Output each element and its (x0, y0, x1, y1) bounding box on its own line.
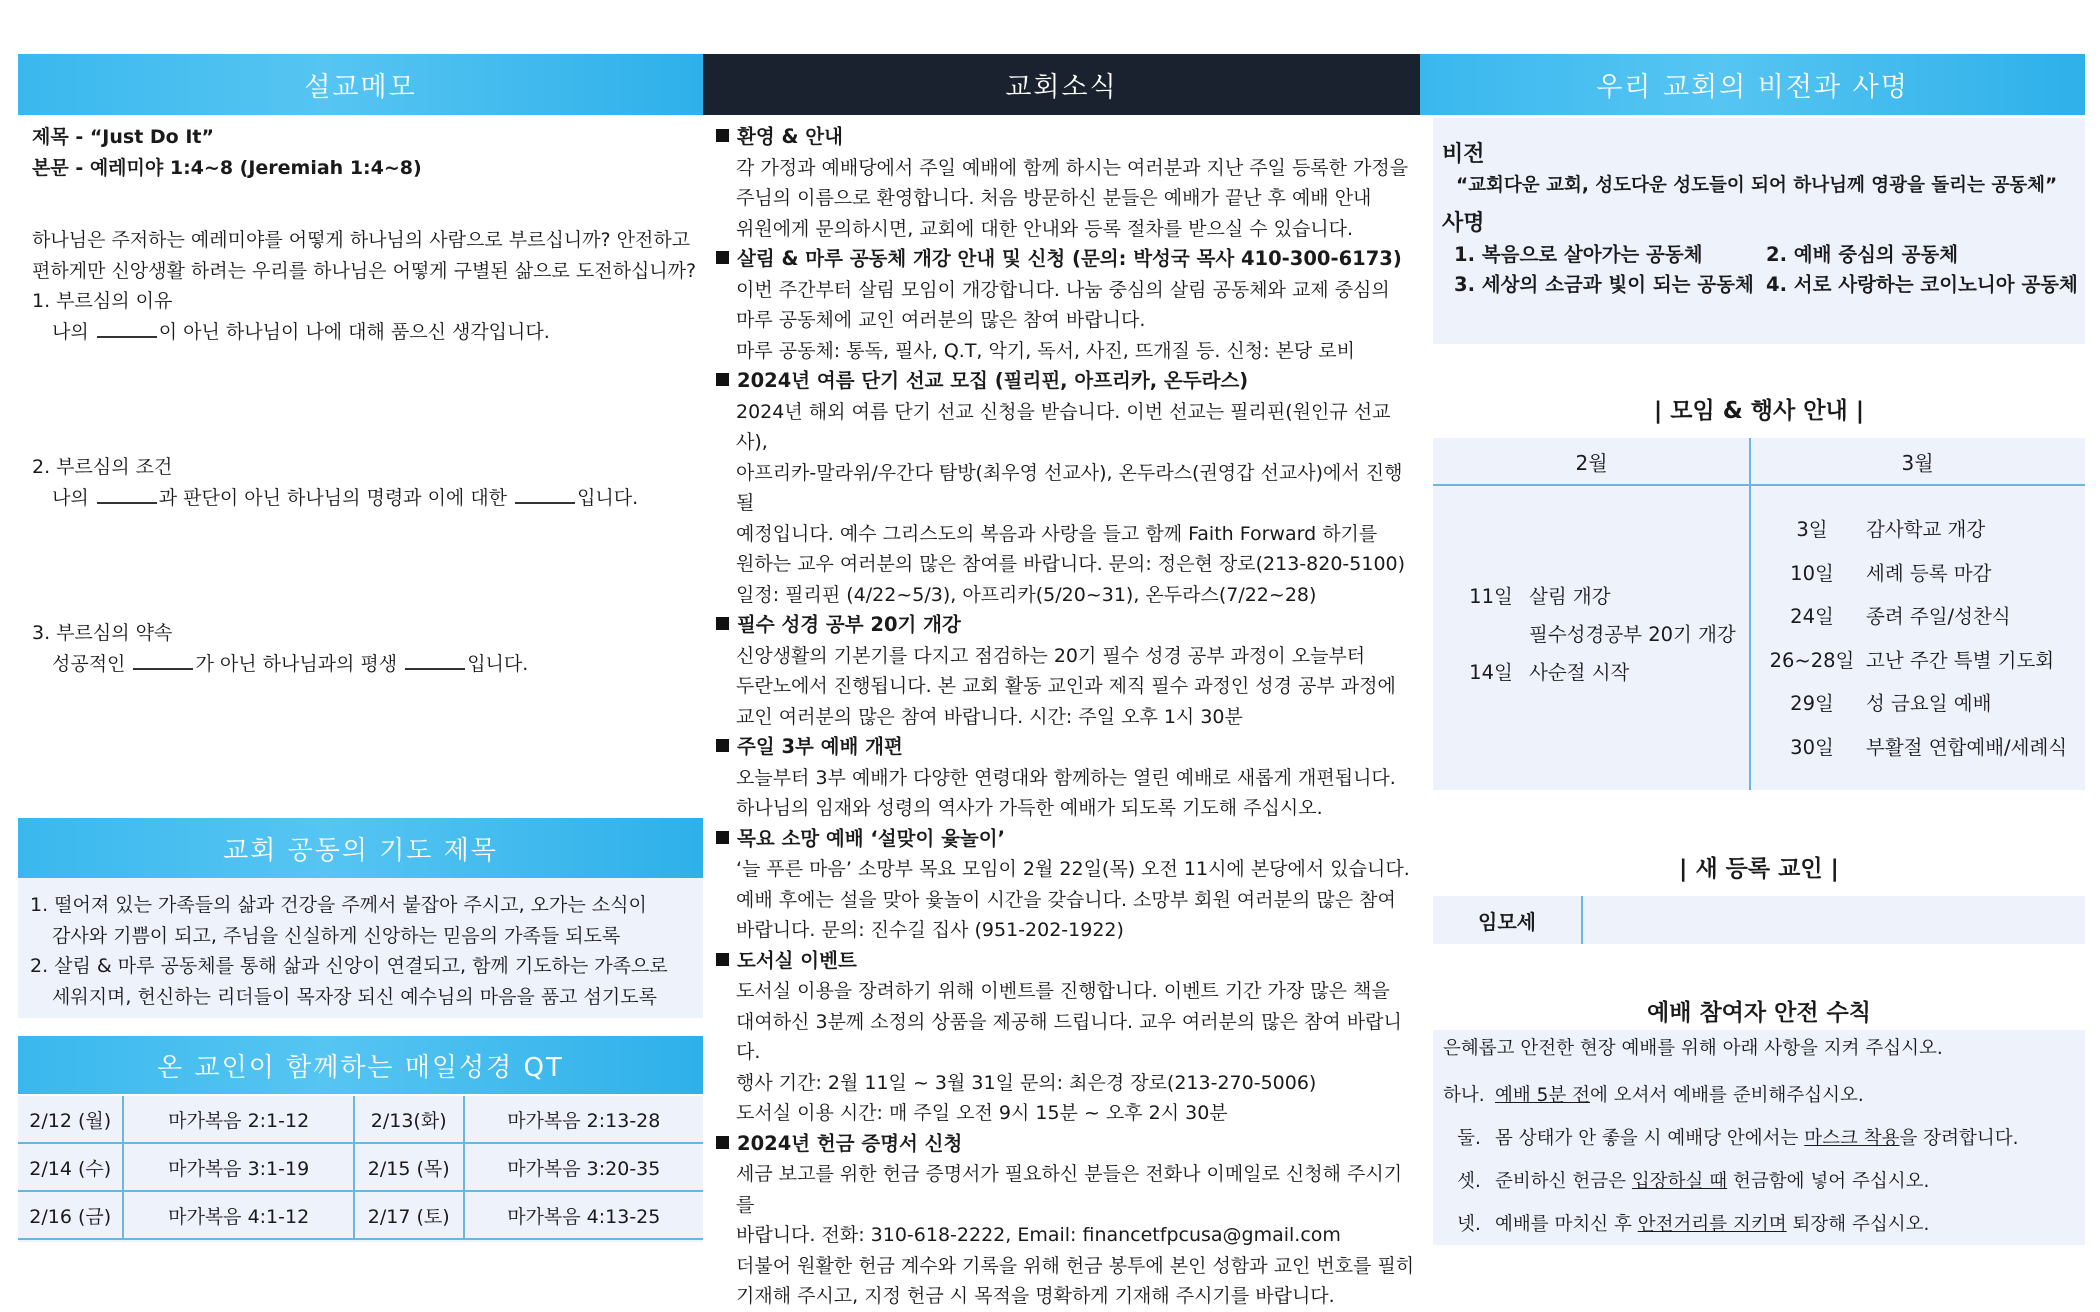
qt-date: 2/15 (목) (354, 1143, 464, 1191)
feb-column-header: 2월 (1433, 438, 1750, 486)
fill-blank[interactable] (515, 484, 575, 504)
qt-date: 2/17 (토) (354, 1191, 464, 1239)
news-line: 이번 주간부터 살림 모임이 개강합니다. 나눔 중심의 살림 공동체와 교제 중심의 (736, 278, 1390, 301)
point-1-prefix: 나의 (52, 320, 89, 343)
event-row (1758, 552, 2083, 596)
safety-rule-3 (1443, 1160, 2083, 1203)
events-divider (1749, 438, 1751, 790)
vision-label: 비전 (1442, 142, 1485, 167)
square-bullet-icon (716, 1136, 729, 1149)
event-row (1758, 639, 2083, 683)
rule-underline: 마스크 착용 (1804, 1128, 1900, 1149)
news-line: 일정: 필리핀 (4/22~5/3), 아프리카(5/20~31), 온두라스(7/22~28) (736, 583, 1317, 606)
news-line: 두란노에서 진행됩니다. 본 교회 활동 교인과 제직 필수 과정인 성경 공부 과정에 (736, 675, 1396, 697)
news-section-body (716, 763, 1416, 824)
news-section-body (716, 1159, 1416, 1312)
news-line: 신앙생활의 기본기를 다지고 점검하는 20기 필수 성경 공부 과정이 오늘부터 (736, 644, 1366, 667)
point-1-line (32, 317, 702, 348)
news-section-body (716, 976, 1416, 1129)
fill-blank[interactable] (97, 484, 157, 504)
news-section-title (716, 610, 1416, 641)
qt-passage: 마가복음 4:13-25 (464, 1191, 703, 1239)
news-section-body (716, 641, 1416, 733)
qt-date: 2/16 (금) (18, 1191, 123, 1239)
news-section-title (716, 122, 1416, 153)
news-line: 바랍니다. 전화: 310-618-2222, Email: financetfpcusa@gmail.com (736, 1224, 1341, 1246)
church-news (716, 122, 1416, 1312)
news-title-text: 주일 3부 예배 개편 (737, 735, 903, 758)
event-row (1453, 654, 1748, 692)
rule-text: 을 장려합니다. (1899, 1128, 2019, 1149)
qt-passage: 마가복음 2:13-28 (464, 1096, 703, 1143)
square-bullet-icon (716, 831, 729, 844)
qt-header-title: 온 교인이 함께하는 매일성경 QT (157, 1052, 564, 1083)
news-title-text: 살림 & 마루 공동체 개강 안내 및 신청 (문의: 박성국 목사 410-300-6173) (737, 247, 1402, 270)
news-line: 대여하신 3분께 소정의 상품을 제공해 드립니다. 교우 여러분의 많은 참여 바랍니다. (736, 1010, 1402, 1063)
event-day: 29일 (1790, 692, 1834, 715)
news-line: 도서실 이용을 장려하기 위해 이벤트를 진행합니다. 이벤트 기간 가장 많은 책을 (736, 980, 1390, 1002)
point-3-suffix: 입니다. (467, 652, 529, 675)
news-line: ‘늘 푸른 마음’ 소망부 목요 모임이 2월 22일(목) 오전 11시에 본당에서 있습니다. (736, 858, 1410, 880)
news-section-body (716, 275, 1416, 367)
news-line: 더불어 원활한 헌금 계수와 기록을 위해 헌금 봉투에 본인 성함과 교인 번호를 필히 (736, 1254, 1415, 1277)
event-text: 부활절 연합예배/세례식 (1866, 735, 2068, 759)
news-line: 하나님의 임재와 성령의 역사가 가득한 예배가 되도록 기도해 주십시오. (736, 797, 1323, 819)
square-bullet-icon (716, 251, 729, 264)
news-title-text: 환영 & 안내 (737, 125, 843, 148)
rule-text: 에 오셔서 예배를 준비해주십시오. (1590, 1085, 1864, 1106)
news-title-text: 2024년 헌금 증명서 신청 (737, 1131, 963, 1155)
rule-text: 헌금함에 넣어 주십시오. (1733, 1171, 1930, 1192)
events-title: | 모임 & 행사 안내 | (1653, 398, 1865, 424)
prayer-header (18, 818, 703, 878)
prayer-item-2b: 세워지며, 헌신하는 리더들이 목자장 되신 예수님의 마음을 품고 섬기도록 (52, 985, 657, 1008)
news-section-body (716, 153, 1416, 245)
qt-passage: 마가복음 3:20-35 (464, 1143, 703, 1191)
event-text: 고난 주간 특별 기도회 (1866, 648, 2055, 672)
point-2-prefix: 나의 (52, 486, 89, 509)
news-line: 원하는 교우 여러분의 많은 참여를 바랍니다. 문의: 정은현 장로(213-820-5100) (736, 553, 1406, 575)
news-title-text: 필수 성경 공부 20기 개강 (737, 613, 961, 636)
sermon-text: 본문 - 예레미야 1:4~8 (Jeremiah 1:4~8) (32, 156, 422, 179)
news-line: 위원에게 문의하시면, 교회에 대한 안내와 등록 절차를 받으실 수 있습니다. (736, 217, 1354, 240)
mar-column-header: 3월 (1750, 438, 2085, 486)
news-section-title (716, 244, 1416, 275)
event-row (1453, 616, 1748, 654)
news-section-body (716, 397, 1416, 611)
news-line: 오늘부터 3부 예배가 다양한 연령대와 함께하는 열린 예배로 새롭게 개편됩니다. (736, 766, 1396, 789)
news-line: 바랍니다. 문의: 진수길 집사 (951-202-1922) (736, 919, 1124, 941)
sermon-intro-1: 하나님은 주저하는 예레미야를 어떻게 하나님의 사람으로 부르십니까? 안전하고 (32, 229, 691, 251)
news-section-title (716, 946, 1416, 977)
news-line: 2024년 해외 여름 단기 선교 신청을 받습니다. 이번 선교는 필리핀(원인규 선교사), (736, 400, 1391, 453)
news-title-text: 도서실 이벤트 (737, 948, 857, 972)
event-row (1758, 726, 2083, 770)
vision-header (1420, 54, 2085, 115)
rule-number: 셋. (1457, 1171, 1481, 1192)
feb-events (1453, 578, 1748, 692)
rule-number: 넷. (1457, 1214, 1481, 1235)
qt-passage: 마가복음 4:1-12 (123, 1191, 353, 1239)
rule-number: 둘. (1457, 1128, 1481, 1149)
vision-header-title: 우리 교회의 비전과 사명 (1596, 72, 1909, 103)
news-title-text: 2024년 여름 단기 선교 모집 (필리핀, 아프리카, 온두라스) (737, 369, 1249, 392)
prayer-header-title: 교회 공동의 기도 제목 (223, 835, 498, 866)
mar-events (1758, 508, 2083, 769)
vision-mission (1442, 140, 2082, 301)
news-line: 세금 보고를 위한 헌금 증명서가 필요하신 분들은 전화나 이메일로 신청해 주시기를 (736, 1163, 1403, 1216)
mission-item: 2. 예배 중심의 공동체 (1766, 242, 1959, 266)
event-text: 종려 주일/성찬식 (1866, 605, 2011, 628)
point-3-prefix: 성공적인 (52, 652, 126, 675)
church-news-header (703, 54, 1420, 115)
news-line: 교인 여러분의 많은 참여 바랍니다. 시간: 주일 오후 1시 30분 (736, 705, 1243, 728)
qt-date: 2/12 (월) (18, 1096, 123, 1143)
safety-rule-2 (1443, 1117, 2083, 1160)
event-text: 필수성경공부 20기 개강 (1529, 623, 1736, 646)
point-1-title: 1. 부르심의 이유 (32, 290, 173, 312)
event-day: 11일 (1469, 585, 1513, 608)
news-line: 예배 후에는 설을 맞아 윷놀이 시간을 갖습니다. 소망부 회원 여러분의 많은 참여 (736, 888, 1396, 911)
square-bullet-icon (716, 129, 729, 142)
event-day: 10일 (1790, 561, 1834, 585)
news-line: 아프리카-말라위/우간다 탐방(최우영 선교사), 온두라스(권영갑 선교사)에서 진행될 (736, 461, 1403, 514)
news-line: 각 가정과 예배당에서 주일 예배에 함께 하시는 여러분과 지난 주일 등록한 가정을 (736, 156, 1409, 179)
events-panel (1433, 438, 2085, 790)
qt-panel (18, 1096, 703, 1242)
square-bullet-icon (716, 373, 729, 386)
prayer-list (30, 890, 700, 1012)
rule-number: 하나. (1443, 1085, 1485, 1106)
news-section-title (716, 732, 1416, 763)
sermon-intro-2: 편하게만 신앙생활 하려는 우리를 하나님은 어떻게 구별된 삶으로 도전하십니까? (32, 259, 697, 282)
event-day: 24일 (1790, 605, 1834, 628)
news-title-text: 목요 소망 예배 ‘설맞이 윷놀이’ (737, 826, 1006, 850)
point-2-title: 2. 부르심의 조건 (32, 456, 173, 478)
event-day: 14일 (1469, 661, 1513, 684)
point-3-middle: 가 아닌 하나님과의 평생 (195, 652, 398, 675)
event-row (1758, 682, 2083, 726)
qt-row (18, 1143, 703, 1191)
fill-blank[interactable] (405, 650, 465, 670)
mission-row-1 (1442, 240, 2082, 271)
safety-rules (1443, 1034, 2083, 1246)
point-1-suffix: 이 아닌 하나님이 나에 대해 품으신 생각입니다. (158, 320, 550, 343)
fill-blank[interactable] (133, 650, 193, 670)
news-section-title (716, 1129, 1416, 1160)
event-day: 30일 (1790, 735, 1834, 759)
rule-text: 준비하신 헌금은 (1495, 1171, 1626, 1192)
qt-passage: 마가복음 3:1-19 (123, 1143, 353, 1191)
event-row (1758, 595, 2083, 639)
fill-blank[interactable] (97, 318, 157, 338)
qt-date: 2/14 (수) (18, 1143, 123, 1191)
member-divider (1581, 896, 1583, 944)
prayer-item-1b: 감사와 기쁨이 되고, 주님을 신실하게 신앙하는 믿음의 가족들 되도록 (52, 924, 621, 947)
safety-intro: 은혜롭고 안전한 현장 예배를 위해 아래 사항을 지켜 주십시오. (1443, 1038, 1943, 1059)
point-2-line (32, 483, 702, 514)
event-row (1453, 578, 1748, 616)
square-bullet-icon (716, 953, 729, 966)
new-members-panel (1433, 896, 2085, 944)
rule-text: 몸 상태가 안 좋을 시 예배당 안에서는 (1495, 1128, 1799, 1149)
event-text: 사순절 시작 (1529, 661, 1630, 684)
sermon-memo-header (18, 54, 703, 115)
event-text: 살림 개강 (1529, 585, 1611, 608)
sermon-memo (32, 122, 702, 679)
event-text: 감사학교 개강 (1866, 518, 1986, 541)
square-bullet-icon (716, 617, 729, 630)
news-section-title (716, 366, 1416, 397)
qt-row (18, 1191, 703, 1239)
new-member-name: 임모세 (1478, 909, 1536, 934)
news-line: 주님의 이름으로 환영합니다. 처음 방문하신 분들은 예배가 끝난 후 예배 안내 (736, 187, 1372, 209)
sermon-title: 제목 - “Just Do It” (32, 126, 214, 148)
mission-item: 3. 세상의 소금과 빛이 되는 공동체 (1454, 273, 1754, 296)
safety-title: 예배 참여자 안전 수칙 (1647, 1000, 1871, 1026)
news-line: 행사 기간: 2월 11일 ~ 3월 31일 문의: 최은경 장로(213-270-5006) (736, 1071, 1317, 1094)
mission-row-2 (1442, 270, 2082, 301)
prayer-item-1a: 1. 떨어져 있는 가족들의 삶과 건강을 주께서 붙잡아 주시고, 오가는 소식이 (30, 894, 647, 916)
mission-item: 4. 서로 사랑하는 코이노니아 공동체 (1766, 273, 2078, 296)
point-3-title: 3. 부르심의 약속 (32, 622, 173, 644)
safety-rule-1 (1443, 1074, 2083, 1117)
news-section-title (716, 824, 1416, 855)
news-line: 도서실 이용 시간: 매 주일 오전 9시 15분 ~ 오후 2시 30분 (736, 1102, 1228, 1124)
rule-underline: 예배 5분 전 (1495, 1085, 1591, 1106)
new-members-title: | 새 등록 교인 | (1679, 856, 1839, 882)
news-line: 마루 공동체에 교인 여러분의 많은 참여 바랍니다. (736, 309, 1146, 331)
safety-rule-4 (1443, 1203, 2083, 1246)
event-text: 세례 등록 마감 (1866, 561, 1992, 585)
mission-label: 사명 (1442, 211, 1485, 236)
news-line: 마루 공동체: 통독, 필사, Q.T, 악기, 독서, 사진, 뜨개질 등. 신청: 본당 로비 (736, 339, 1356, 362)
point-3-line (32, 649, 702, 680)
qt-row (18, 1096, 703, 1143)
event-text: 성 금요일 예배 (1866, 692, 1992, 715)
prayer-item-2a: 2. 살림 & 마루 공동체를 통해 삶과 신앙이 연결되고, 함께 기도하는 가족으로 (30, 955, 668, 977)
qt-date: 2/13(화) (354, 1096, 464, 1143)
event-day (1453, 616, 1529, 654)
news-line: 예정입니다. 예수 그리스도의 복음과 사랑을 들고 함께 Faith Forward 하기를 (736, 522, 1378, 545)
news-section-body (716, 854, 1416, 946)
rule-underline: 입장하실 때 (1631, 1171, 1728, 1192)
vision-statement: “교회다운 교회, 성도다운 성도들이 되어 하나님께 영광을 돌리는 공동체” (1456, 174, 2058, 196)
event-day: 26~28일 (1769, 648, 1855, 672)
qt-table (18, 1096, 703, 1240)
qt-passage: 마가복음 2:1-12 (123, 1096, 353, 1143)
point-2-suffix: 입니다. (577, 486, 639, 509)
rule-underline: 안전거리를 지키며 (1637, 1214, 1787, 1235)
event-day: 3일 (1796, 518, 1828, 541)
qt-header (18, 1036, 703, 1094)
news-line: 기재해 주시고, 지정 헌금 시 목적을 명확하게 기재해 주시기를 바랍니다. (736, 1285, 1335, 1307)
event-row (1758, 508, 2083, 552)
rule-text: 퇴장해 주십시오. (1792, 1214, 1930, 1235)
square-bullet-icon (716, 739, 729, 752)
point-2-middle: 과 판단이 아닌 하나님의 명령과 이에 대한 (158, 486, 508, 509)
rule-text: 예배를 마치신 후 (1495, 1214, 1632, 1235)
sermon-header-title: 설교메모 (304, 72, 417, 103)
mission-item: 1. 복음으로 살아가는 공동체 (1454, 242, 1703, 266)
news-header-title: 교회소식 (1005, 72, 1118, 103)
